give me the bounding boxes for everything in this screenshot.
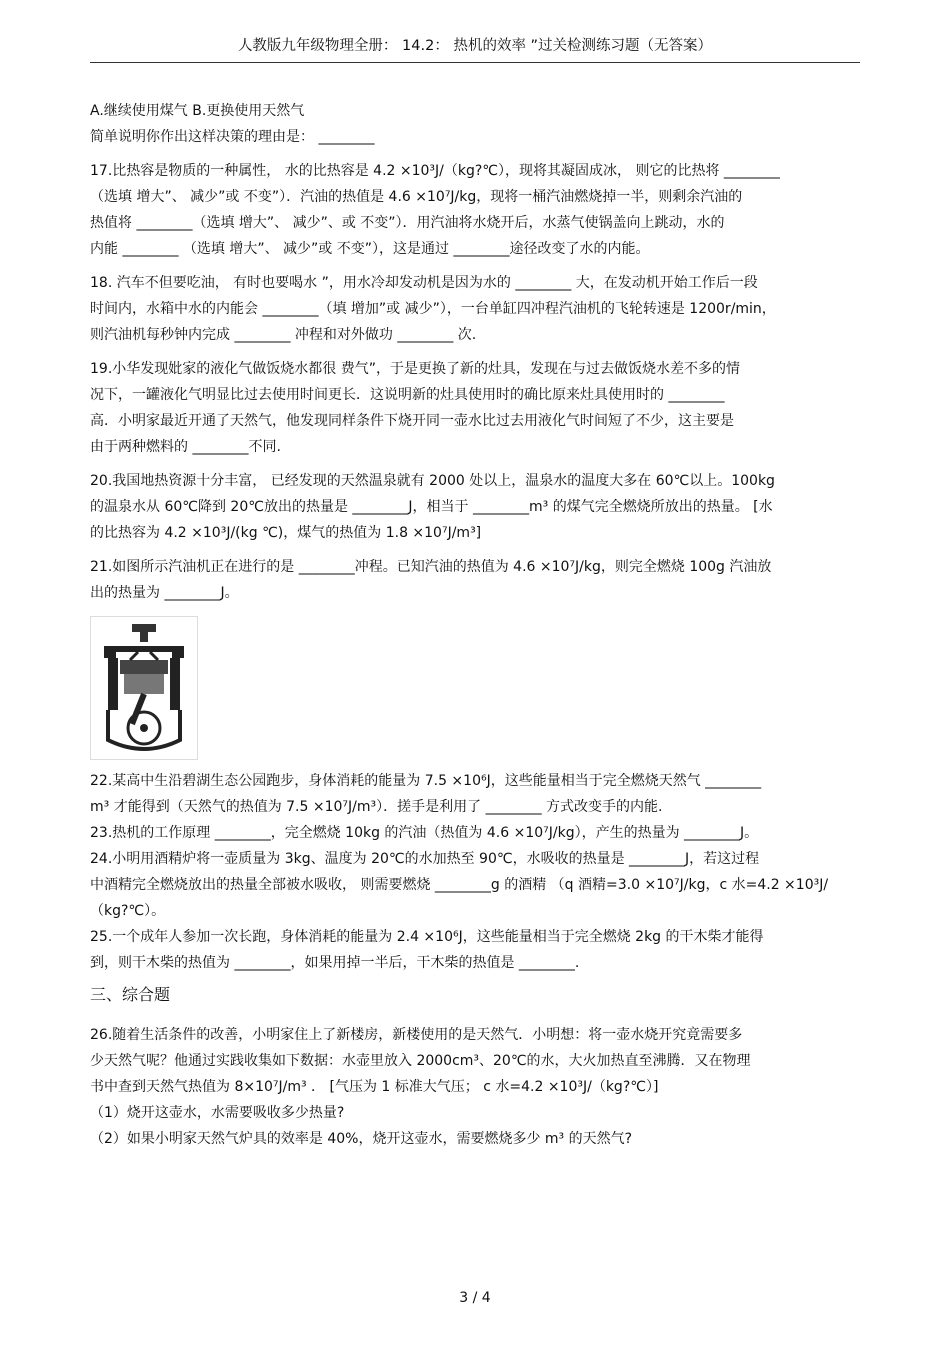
page-header <box>90 34 860 63</box>
engine-cylinder-icon <box>90 616 198 760</box>
text-line: 高．小明家最近开通了天然气，他发现同样条件下烧开同一壶水比过去用液化气时间短了不少，这主要是 <box>90 413 734 429</box>
text-line: 况下，一罐液化气明显比过去使用时间更长．这说明新的灶具使用时的确比原来灶具使用时的 ________ <box>90 387 725 403</box>
text-line: 热值将 ________（选填 增大”、 减少”、或 不变”）．用汽油将水烧开后，水蒸气使锅盖向上跳动，水的 <box>90 215 725 231</box>
text-line: 22.某高中生沿碧湖生态公园跑步，身体消耗的能量为 7.5 ×10⁶J，这些能量相当于完全燃烧天然气 ________ <box>90 773 762 789</box>
text-line: （1）烧开这壶水，水需要吸收多少热量? <box>90 1105 345 1121</box>
page-number <box>0 1290 950 1306</box>
text-line: 由于两种燃料的 ________不同. <box>90 439 281 455</box>
text-line: 17.比热容是物质的一种属性， 水的比热容是 4.2 ×10³J/（kg?℃），现将其凝固成冰， 则它的比热将 ________ <box>90 163 780 179</box>
text-line: 的温泉水从 60℃降到 20℃放出的热量是 ________J，相当于 ________m³ 的煤气完全燃烧所放出的热量。 [水 <box>90 499 773 515</box>
text-line: 21.如图所示汽油机正在进行的是 ________冲程。已知汽油的热值为 4.6 ×10⁷J/kg，则完全燃烧 100g 汽油放 <box>90 559 772 575</box>
text-line: 出的热量为 ________J。 <box>90 585 239 601</box>
engine-diagram <box>90 616 198 760</box>
text-line: 18. 汽车不但要吃油， 有时也要喝水 ”，用水冷却发动机是因为水的 ________ 大，在发动机开始工作后一段 <box>90 275 758 291</box>
text-line: 书中查到天然气热值为 8×10⁷J/m³ ． [气压为 1 标准大气压； c 水=4.2 ×10³J/（kg?℃）] <box>90 1079 659 1095</box>
text-line: 时间内，水箱中水的内能会 ________（填 增加”或 减少”），一台单缸四冲程汽油机的飞轮转速是 1200r/min， <box>90 301 776 317</box>
text-line: 20.我国地热资源十分丰富， 已经发现的天然温泉就有 2000 处以上，温泉水的温度大多在 60℃以上。100kg <box>90 473 775 489</box>
text-line: （2）如果小明家天然气炉具的效率是 40%，烧开这壶水，需要燃烧多少 m³ 的天然气? <box>90 1131 633 1147</box>
document-body <box>90 98 860 1152</box>
text-line: 26.随着生活条件的改善，小明家住上了新楼房，新楼使用的是天然气．小明想：将一壶水烧开究竟需要多 <box>90 1027 743 1043</box>
text-line: 少天然气呢？他通过实践收集如下数据：水壶里放入 2000cm³、20℃的水，大火加热直至沸腾．又在物理 <box>90 1053 751 1069</box>
text-line: 简单说明你作出这样决策的理由是： ________ <box>90 129 375 145</box>
section-title: 三、综合题 <box>90 985 171 1004</box>
text-line: （选填 增大”、 减少”或 不变”）．汽油的热值是 4.6 ×10⁷J/kg，现将一桶汽油燃烧掉一半，则剩余汽油的 <box>90 189 743 205</box>
header-title: 人教版九年级物理全册： 14.2： 热机的效率 ”过关检测练习题（无答案） <box>237 38 713 54</box>
text-line: 25.一个成年人参加一次长跑，身体消耗的能量为 2.4 ×10⁶J，这些能量相当于完全燃烧 2kg 的干木柴才能得 <box>90 929 764 945</box>
text-line: 的比热容为 4.2 ×10³J/(kg ℃)，煤气的热值为 1.8 ×10⁷J/m³] <box>90 525 482 541</box>
page-number-text: 3 / 4 <box>459 1290 491 1306</box>
text-line: 中酒精完全燃烧放出的热量全部被水吸收， 则需要燃烧 ________g 的酒精 （q 酒精=3.0 ×10⁷J/kg，c 水=4.2 ×10³J/ <box>90 877 829 893</box>
text-line: 则汽油机每秒钟内完成 ________ 冲程和对外做功 ________ 次. <box>90 327 477 343</box>
text-line: 23.热机的工作原理 ________，完全燃烧 10kg 的汽油（热值为 4.6 ×10⁷J/kg），产生的热量为 ________J。 <box>90 825 759 841</box>
text-line: 24.小明用酒精炉将一壶质量为 3kg、温度为 20℃的水加热至 90℃，水吸收的热量是 ________J，若这过程 <box>90 851 760 867</box>
text-line: A.继续使用煤气 B.更换使用天然气 <box>90 103 305 119</box>
text-line: 内能 ________ （选填 增大”、 减少”或 不变”），这是通过 ________途径改变了水的内能。 <box>90 241 650 257</box>
text-line: m³ 才能得到（天然气的热值为 7.5 ×10⁷J/m³）．搓手是利用了 ________ 方式改变手的内能. <box>90 799 663 815</box>
text-line: （kg?℃）。 <box>90 903 166 919</box>
text-line: 19.小华发现妣家的液化气做饭烧水都很 费气”，于是更换了新的灶具，发现在与过去做饭烧水差不多的情 <box>90 361 740 377</box>
text-line: 到，则干木柴的热值为 ________，如果用掉一半后，干木柴的热值是 ________. <box>90 955 580 971</box>
